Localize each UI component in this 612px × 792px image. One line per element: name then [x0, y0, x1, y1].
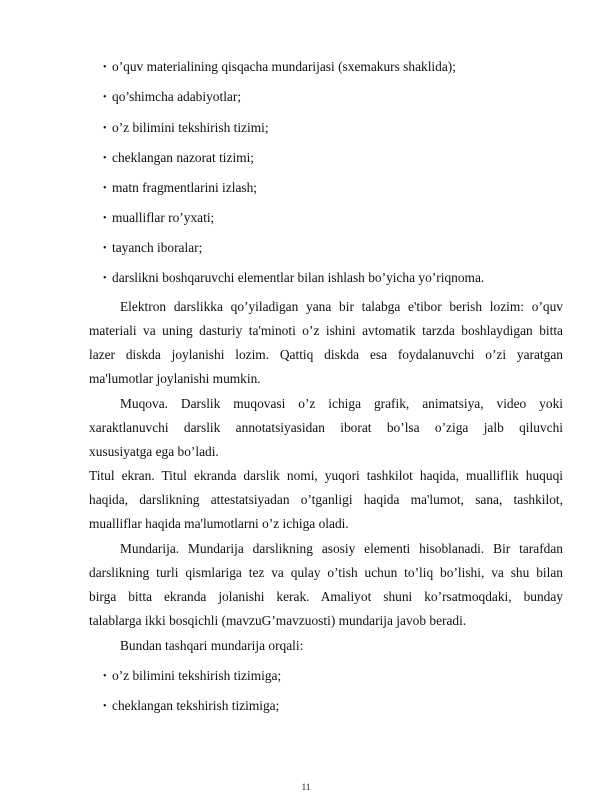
- list-item: • mualliflar ro’yxati;: [103, 210, 215, 225]
- bullet-icon: •: [103, 153, 107, 164]
- list-item: • cheklangan tekshirish tizimiga;: [103, 698, 280, 713]
- list-item: • matn fragmentlarini izlash;: [103, 180, 258, 195]
- list-item: • cheklangan nazorat tizimi;: [103, 150, 255, 165]
- paragraph-line: Titul ekran. Titul ekranda darslik nomi, yuqori tashkilot haqida, mualliflik huquqi: [89, 468, 563, 483]
- list-item: • o’z bilimini tekshirish tizimiga;: [103, 668, 282, 683]
- paragraph-line: talablarga ikki bosqichli (mavzuG’mavzuosti) mundarija javob beradi.: [89, 613, 467, 628]
- paragraph-line: Muqova. Darslik muqovasi o’z ichiga grafik, animatsiya, video yoki: [120, 396, 563, 411]
- paragraph-line: darslikning turli qismlariga tez va qulay o’tish uchun to’liq bo’lishi, va shu bilan: [89, 565, 563, 580]
- bullet-icon: •: [103, 213, 107, 224]
- bullet-icon: •: [103, 123, 107, 134]
- paragraph-line: xaraktlanuvchi darslik annotatsiyasidan iborat bo’lsa o’ziga jalb qiluvchi: [89, 420, 563, 435]
- paragraph-line: birga bitta ekranda jolanishi kerak. Amaliyot shuni ko’rsatmoqdaki, bunday: [89, 589, 563, 604]
- paragraph-line: xususiyatga ega bo’ladi.: [89, 444, 219, 459]
- bullet-icon: •: [103, 273, 107, 284]
- bullet-icon: •: [103, 671, 107, 682]
- list-item: • darslikni boshqaruvchi elementlar bilan ishlash bo’yicha yo’riqnoma.: [103, 270, 485, 285]
- list-item: • tayanch iboralar;: [103, 240, 203, 255]
- bullet-icon: •: [103, 701, 107, 712]
- bullet-icon: •: [103, 92, 107, 103]
- list-item: • qo’shimcha adabiyotlar;: [103, 89, 242, 104]
- paragraph-line: Bundan tashqari mundarija orqali:: [120, 638, 304, 653]
- paragraph-line: materiali va uning dasturiy ta'minoti o’z ishini avtomatik tarzda boshlaydigan bitta: [89, 323, 563, 338]
- paragraph-line: ma'lumotlar joylanishi mumkin.: [89, 371, 261, 386]
- bullet-icon: •: [103, 62, 107, 73]
- paragraph-line: Mundarija. Mundarija darslikning asosiy elementi hisoblanadi. Bir tarafdan: [120, 541, 563, 556]
- bullet-icon: •: [103, 243, 107, 254]
- paragraph-line: Elektron darslikka qo’yiladigan yana bir talabga e'tibor berish lozim: o’quv: [120, 299, 563, 314]
- bullet-icon: •: [103, 183, 107, 194]
- paragraph-line: lazer diskda joylanishi lozim. Qattiq diskda esa foydalanuvchi o’zi yaratgan: [89, 347, 563, 362]
- list-item: • o’z bilimini tekshirish tizimi;: [103, 120, 269, 135]
- paragraph-line: mualliflar haqida ma'lumotlarni o’z ichiga oladi.: [89, 516, 349, 531]
- page-number: 11: [301, 782, 311, 792]
- list-item: • o’quv materialining qisqacha mundarijasi (sxemakurs shaklida);: [103, 59, 456, 74]
- paragraph-line: haqida, darslikning attestatsiyadan o’tganligi haqida ma'lumot, sana, tashkilot,: [89, 492, 563, 507]
